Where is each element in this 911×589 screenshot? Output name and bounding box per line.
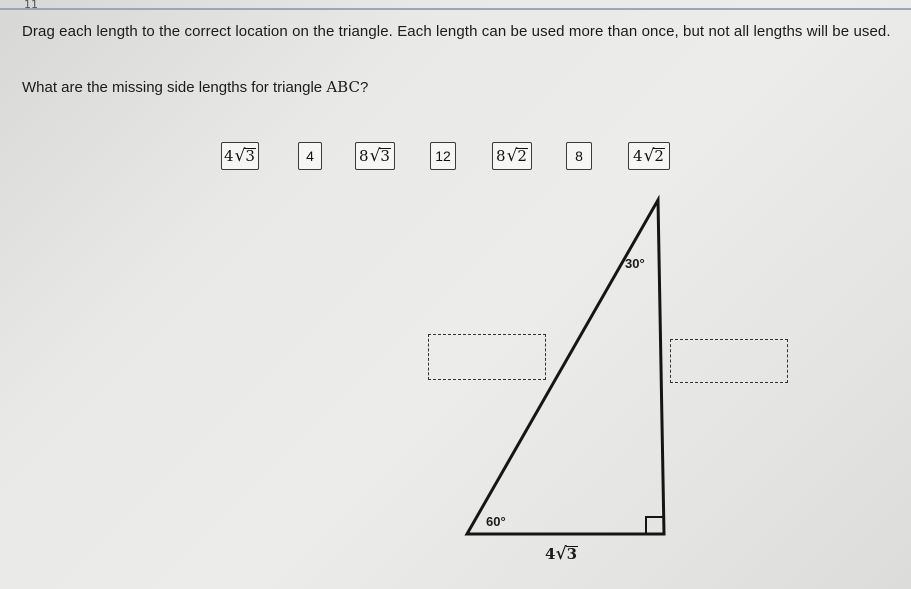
question-suffix: ? [359, 79, 369, 96]
coefficient: 8 [359, 147, 369, 165]
radicand: 3 [245, 147, 255, 166]
question-number-fragment: 11 [24, 0, 38, 11]
coefficient: 4 [633, 147, 643, 165]
base-length-label [545, 545, 578, 563]
bottom-left-angle-label: 60° [486, 514, 506, 529]
instruction-text: Drag each length to the correct location on the triangle. Each length can be used more than once, but not all lengths will be used. [22, 23, 891, 40]
coefficient: 4 [224, 147, 234, 165]
tile-value: 8 [575, 148, 583, 164]
sqrt-icon: √ [369, 146, 381, 166]
tile-value: 12 [435, 148, 451, 164]
sqrt-icon: √ [643, 146, 655, 166]
radicand: 3 [380, 147, 390, 166]
sqrt-icon: √ [234, 146, 246, 166]
radicand: 2 [517, 147, 527, 166]
sqrt-icon: √ [506, 146, 518, 166]
radicand: 3 [566, 545, 578, 564]
coefficient: 8 [496, 147, 506, 165]
coefficient: 4 [545, 545, 556, 563]
vertical-leg-drop-target[interactable] [670, 339, 788, 383]
top-angle-label: 30° [625, 256, 645, 271]
radicand: 2 [654, 147, 664, 166]
triangle-name: ABC [326, 78, 360, 96]
hypotenuse-drop-target[interactable] [428, 334, 546, 380]
question-prefix: What are the missing side lengths for triangle [22, 79, 327, 96]
tile-value: 4 [306, 148, 314, 164]
sqrt-icon: √ [555, 544, 567, 564]
right-angle-marker [646, 517, 663, 534]
